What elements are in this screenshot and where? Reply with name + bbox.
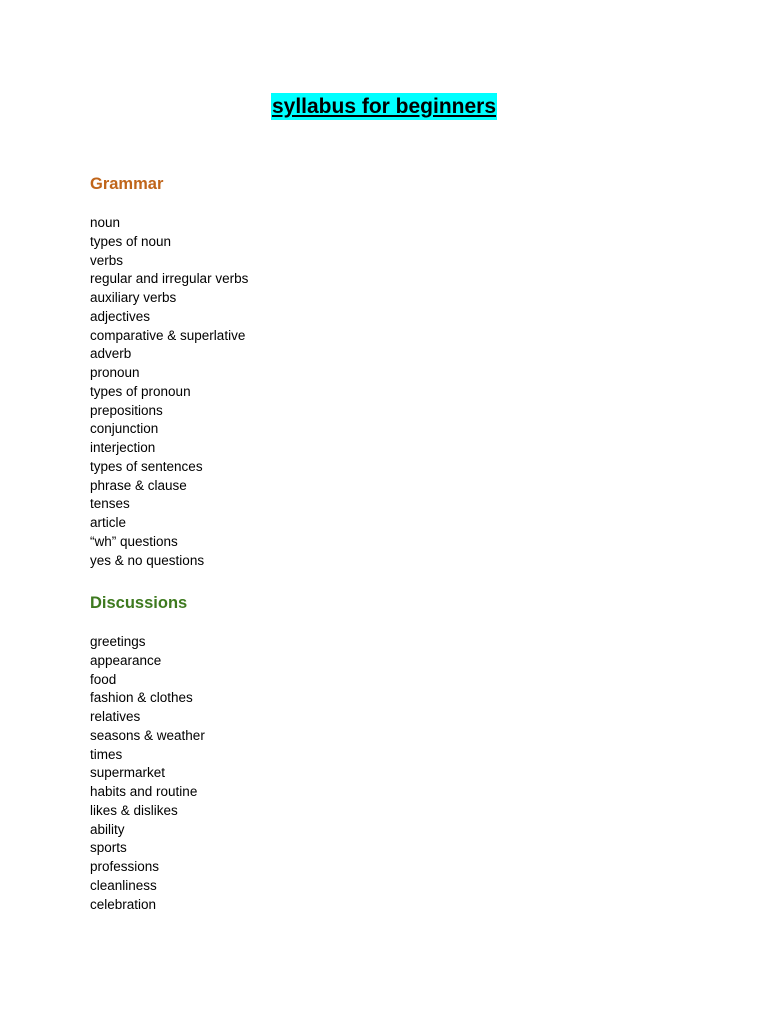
list-item: relatives [90, 709, 141, 724]
list-item: supermarket [90, 765, 166, 781]
discussions-heading: Discussions [90, 594, 188, 612]
list-item: celebration [90, 896, 157, 912]
discussions-list [90, 633, 205, 914]
list-item: comparative & superlative [90, 327, 246, 343]
list-item: professions [90, 859, 160, 874]
list-item: cleanliness [90, 877, 157, 893]
grammar-heading: Grammar [90, 175, 164, 193]
document-title: syllabus for beginners [271, 95, 497, 118]
list-item: ability [90, 821, 125, 837]
list-item: pronoun [90, 365, 140, 380]
list-item: fashion & clothes [90, 690, 193, 706]
list-item: phrase & clause [90, 477, 187, 493]
list-item: “wh” questions [90, 533, 178, 549]
list-item: types of sentences [90, 458, 203, 474]
list-item: times [90, 746, 123, 762]
list-item: types of pronoun [90, 383, 191, 399]
title-container [0, 93, 768, 120]
grammar-list [90, 214, 248, 570]
list-item: prepositions [90, 402, 163, 418]
list-item: sports [90, 840, 127, 856]
list-item: likes & dislikes [90, 802, 178, 818]
list-item: seasons & weather [90, 727, 205, 743]
list-item: auxiliary verbs [90, 290, 177, 305]
list-item: interjection [90, 440, 156, 455]
list-item: yes & no questions [90, 552, 205, 568]
list-item: habits and routine [90, 784, 198, 799]
list-item: tenses [90, 496, 130, 512]
list-item: adjectives [90, 308, 151, 324]
list-item: appearance [90, 652, 162, 668]
list-item: verbs [90, 252, 124, 268]
list-item: greetings [90, 634, 146, 649]
list-item: types of noun [90, 233, 172, 249]
list-item: conjunction [90, 421, 159, 437]
list-item: adverb [90, 346, 132, 362]
list-item: regular and irregular verbs [90, 271, 249, 287]
list-item: food [90, 671, 117, 687]
list-item: article [90, 515, 127, 530]
list-item: noun [90, 215, 121, 230]
